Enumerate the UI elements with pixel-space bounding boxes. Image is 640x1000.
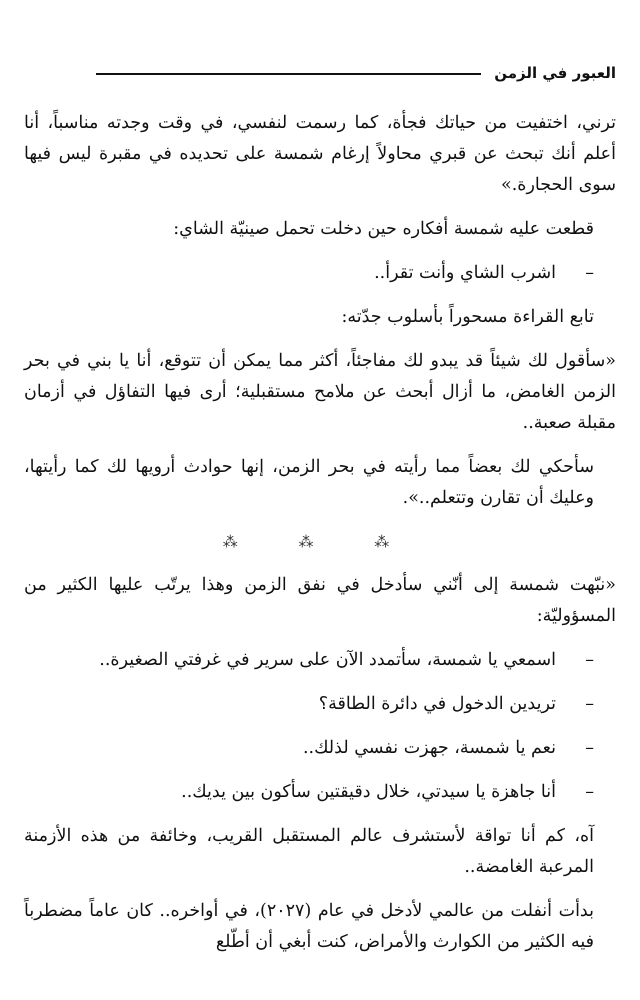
dialogue-text: نعم يا شمسة، جهزت نفسي لذلك.. (302, 738, 556, 758)
dialogue-line-3 (24, 689, 616, 720)
paragraph-6: «نبّهت شمسة إلى أنّني سأدخل في نفق الزمن وهذا يرتّب عليها الكثير من المسؤوليّة: (24, 575, 616, 626)
dash-marker: – (585, 650, 594, 670)
paragraph-1: ترني، اختفيت من حياتك فجأة، كما رسمت لنفسي، في وقت وجدته مناسباً، أنا أعلم أنك تبحث عن قبري محاولاً إرغام شمسة على تحديده في مقبرة ليس فيها سوى الحجارة.» (24, 113, 616, 195)
paragraph-4: «سأقول لك شيئاً قد يبدو لك مفاجئاً، أكثر مما يمكن أن تتوقع، أنا يا بني في بحر الزمن الغامض، ما أزال أبحث عن ملامح مستقبلية؛ أرى فيها التفاؤل في أزمان مقبلة صعبة.. (24, 351, 616, 433)
dash-marker: – (585, 782, 594, 802)
dialogue-line-4 (24, 733, 616, 764)
dialogue-line-2 (24, 645, 616, 676)
paragraph-7: آه، كم أنا تواقة لأستشرف عالم المستقبل القريب، وخائفة من هذه الأزمنة المرعبة الغامضة.. (24, 826, 594, 877)
paragraph-2: قطعت عليه شمسة أفكاره حين دخلت تحمل صينيّة الشاي: (173, 219, 594, 239)
paragraph-8: بدأت أنفلت من عالمي لأدخل في عام (٢٠٢٧)، في أواخره.. كان عاماً مضطرباً فيه الكثير من الكوارث والأمراض، كنت أبغي أن أطّلع (24, 901, 594, 952)
dialogue-text: تريدين الدخول في دائرة الطاقة؟ (318, 694, 556, 714)
header-rule (96, 73, 481, 75)
dialogue-text: أنا جاهزة يا سيدتي، خلال دقيقتين سأكون بين يديك.. (181, 782, 556, 802)
dash-marker: – (585, 694, 594, 714)
paragraph-5: سأحكي لك بعضاً مما رأيته في بحر الزمن، إنها حوادث أرويها لك كما رأيتها، وعليك أن تقارن وتتعلم..». (24, 457, 594, 508)
body-text (24, 108, 616, 971)
dialogue-text: اسمعي يا شمسة، سأتمدد الآن على سرير في غرفتي الصغيرة.. (99, 650, 556, 670)
dialogue-line-5 (24, 777, 616, 808)
dash-marker: – (585, 263, 594, 283)
running-header (24, 62, 616, 86)
paragraph-3: تابع القراءة مسحوراً بأسلوب جدّته: (341, 307, 594, 327)
chapter-title: العبور في الزمن (494, 64, 616, 82)
dialogue-text: اشرب الشاي وأنت تقرأ.. (374, 263, 556, 283)
section-separator: ⁂ ⁂ ⁂ (222, 533, 418, 551)
dialogue-line-1 (24, 258, 616, 289)
dash-marker: – (585, 738, 594, 758)
